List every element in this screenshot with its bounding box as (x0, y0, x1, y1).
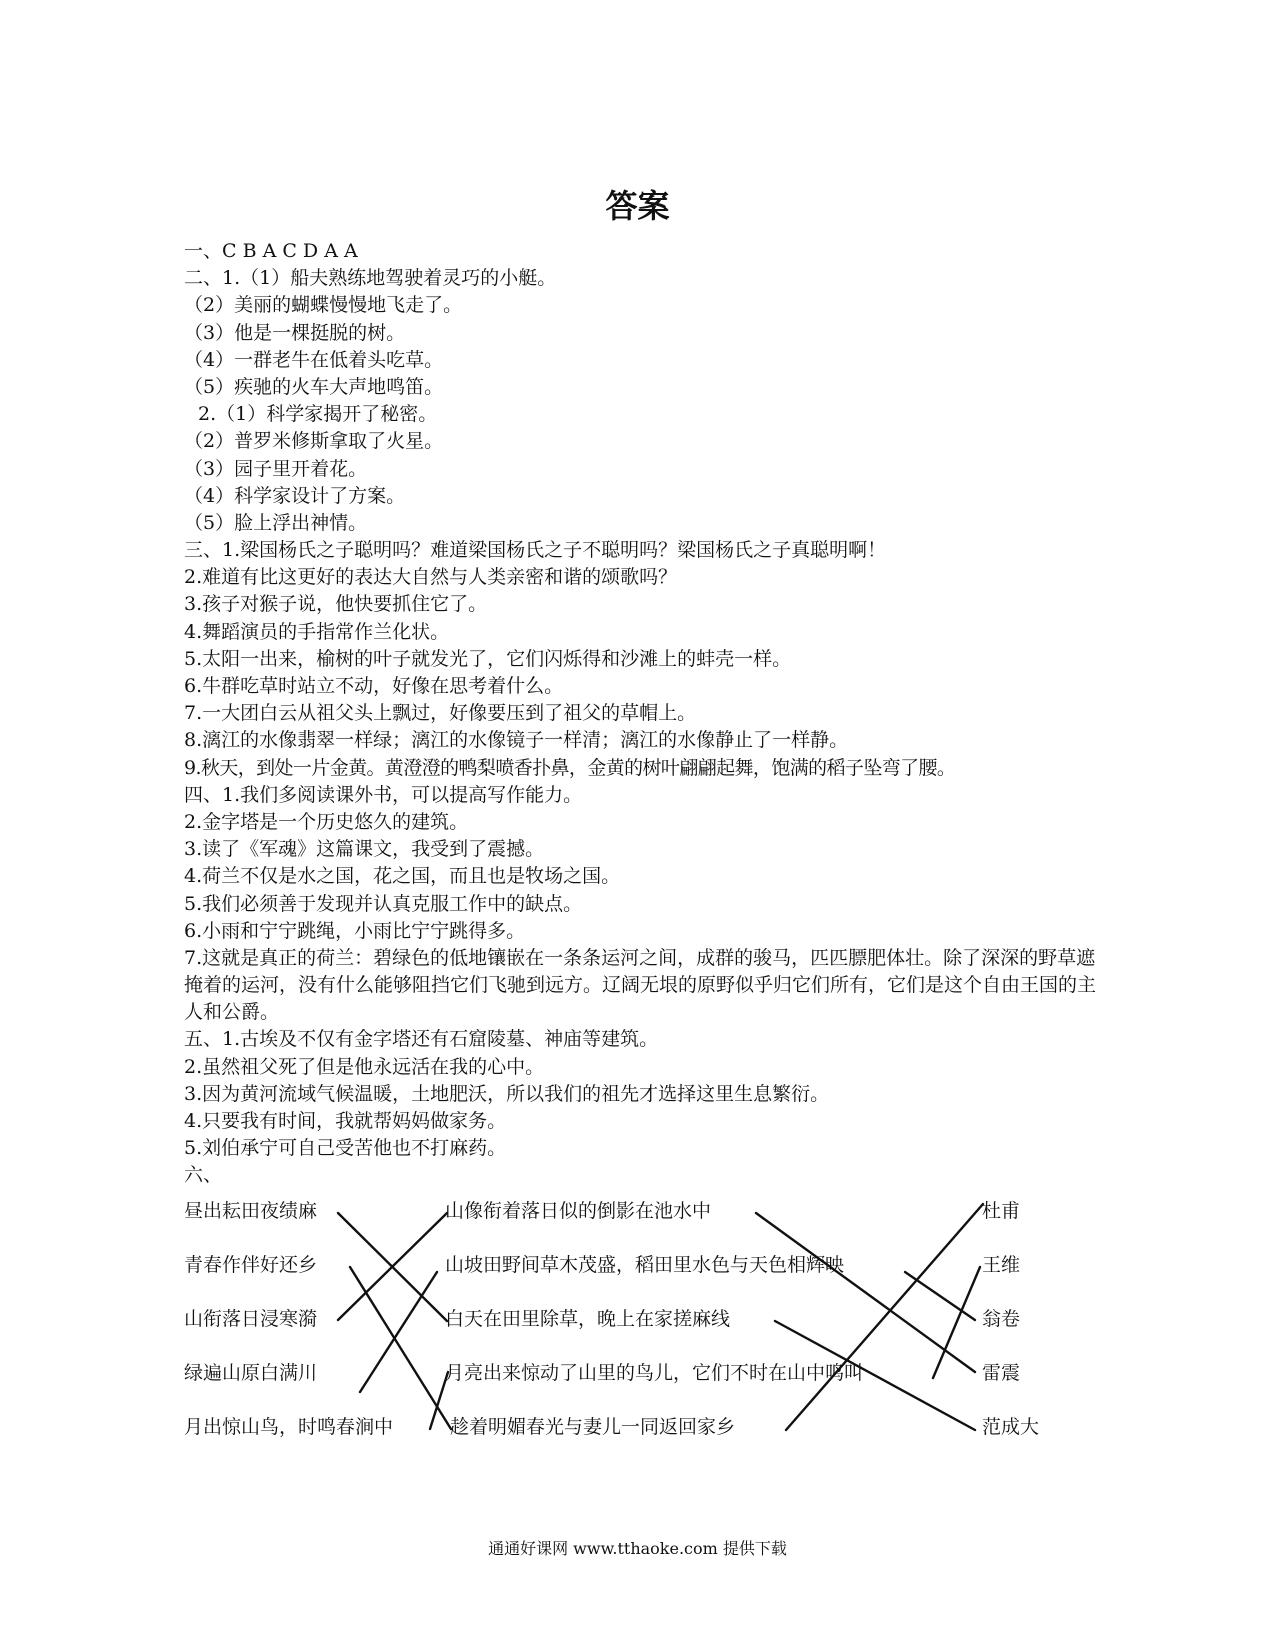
answer-line: （5）疾驰的火车大声地鸣笛。 (184, 375, 444, 398)
answer-line: 3.读了《军魂》这篇课文，我受到了震撼。 (184, 838, 545, 861)
answer-line: 5.刘伯承宁可自己受苦他也不打麻药。 (184, 1137, 507, 1160)
answer-line: （5）脸上浮出神情。 (184, 511, 368, 534)
answer-line: 4.舞蹈演员的手指常作兰化状。 (184, 620, 450, 643)
answer-line: （3）园子里开着花。 (184, 457, 368, 480)
connector-line (360, 1272, 437, 1392)
answer-line: （4）科学家设计了方案。 (184, 484, 406, 507)
meaning-item: 山坡田野间草木茂盛，稻田里水色与天色相辉映 (445, 1254, 845, 1276)
connector-line (338, 1213, 447, 1320)
answer-line: 五、1.古埃及不仅有金字塔还有石窟陵墓、神庙等建筑。 (184, 1028, 659, 1051)
poem-item: 山衔落日浸寒漪 (184, 1308, 318, 1330)
answer-line: 六、 (184, 1164, 223, 1187)
poem-item: 青春作伴好还乡 (184, 1254, 318, 1276)
poem-item: 月出惊山鸟，时鸣春涧中 (184, 1416, 394, 1438)
connector-line (786, 1204, 983, 1430)
meaning-item: 山像衔着落日似的倒影在池水中 (445, 1200, 712, 1222)
poet-item: 杜甫 (982, 1200, 1021, 1222)
answer-line: 6.牛群吃草时站立不动，好像在思考着什么。 (184, 675, 564, 697)
answer-line: 三、1.梁国杨氏之子聪明吗？难道梁国杨氏之子不聪明吗？梁国杨氏之子真聪明啊！ (184, 539, 887, 562)
answer-line: 二、1.（1）船夫熟练地驾驶着灵巧的小艇。 (184, 267, 557, 290)
connector-line (905, 1272, 975, 1320)
answer-lines (184, 238, 1104, 1190)
connector-line (756, 1213, 975, 1372)
connector-line (933, 1267, 980, 1378)
page-title: 答案 (605, 187, 670, 225)
answer-line: （4）一群老牛在低着头吃草。 (184, 348, 444, 371)
answer-line: 2.金字塔是一个历史悠久的建筑。 (184, 810, 469, 833)
answer-line: 7.这就是真正的荷兰：碧绿色的低地镶嵌在一条条运河之间，成群的骏马，匹匹膘肥体壮。除了深深的野草遮掩着的运河，没有什么能够阻挡它们飞驰到远方。辽阔无垠的原野似乎归它们所有，它们是这个自由王国的主人和公爵。 (184, 946, 1097, 1024)
connector-line (350, 1267, 451, 1429)
meaning-item: 趁着明媚春光与妻儿一同返回家乡 (450, 1416, 736, 1438)
answer-line: 6.小雨和宁宁跳绳，小雨比宁宁跳得多。 (184, 919, 526, 942)
answer-line: 2.（1）科学家揭开了秘密。 (198, 403, 438, 426)
connector-line (338, 1213, 447, 1321)
answer-line: 3.因为黄河流域气候温暖，土地肥沃，所以我们的祖先才选择这里生息繁衍。 (184, 1082, 830, 1105)
meaning-item: 月亮出来惊动了山里的鸟儿，它们不时在山中鸣叫 (445, 1362, 864, 1384)
answer-line: （2）普罗米修斯拿取了火星。 (184, 430, 444, 453)
poet-item: 范成大 (982, 1416, 1040, 1438)
answer-line: （3）他是一棵挺脱的树。 (184, 321, 406, 344)
answer-line: 9.秋天，到处一片金黄。黄澄澄的鸭梨喷香扑鼻，金黄的树叶翩翩起舞，饱满的稻子坠弯了腰。 (184, 756, 956, 779)
answer-line: 4.荷兰不仅是水之国，花之国，而且也是牧场之国。 (184, 865, 621, 888)
connector-line (775, 1321, 975, 1430)
answer-line: 2.难道有比这更好的表达大自然与人类亲密和谐的颂歌吗？ (184, 566, 678, 589)
answer-line: 4.只要我有时间，我就帮妈妈做家务。 (184, 1110, 507, 1133)
poet-item: 王维 (982, 1254, 1021, 1276)
answer-line: （2）美丽的蝴蝶慢慢地飞走了。 (184, 294, 463, 317)
poem-item: 昼出耘田夜绩麻 (184, 1200, 318, 1222)
connector-line (430, 1372, 448, 1429)
answer-line: 3.孩子对猴子说，他快要抓住它了。 (184, 593, 488, 616)
answer-line: 一、C B A C D A A (184, 240, 358, 262)
poet-item: 雷震 (982, 1362, 1021, 1384)
answer-line: 四、1.我们多阅读课外书，可以提高写作能力。 (184, 783, 583, 806)
answer-line: 5.太阳一出来，榆树的叶子就发光了，它们闪烁得和沙滩上的蚌壳一样。 (184, 647, 792, 670)
meaning-item: 白天在田里除草，晚上在家搓麻线 (445, 1308, 731, 1330)
answer-line: 8.漓江的水像翡翠一样绿；漓江的水像镜子一样清；漓江的水像静止了一样静。 (184, 729, 849, 752)
answer-line: 2.虽然祖父死了但是他永远活在我的心中。 (184, 1055, 545, 1078)
answer-line: 5.我们必须善于发现并认真克服工作中的缺点。 (184, 892, 583, 915)
answer-line: 7.一大团白云从祖父头上飘过，好像要压到了祖父的草帽上。 (184, 702, 697, 725)
poem-item: 绿遍山原白满川 (184, 1362, 318, 1384)
footer: 通通好课网 www.tthaoke.com 提供下载 (488, 1539, 787, 1558)
poet-item: 翁卷 (982, 1308, 1021, 1330)
